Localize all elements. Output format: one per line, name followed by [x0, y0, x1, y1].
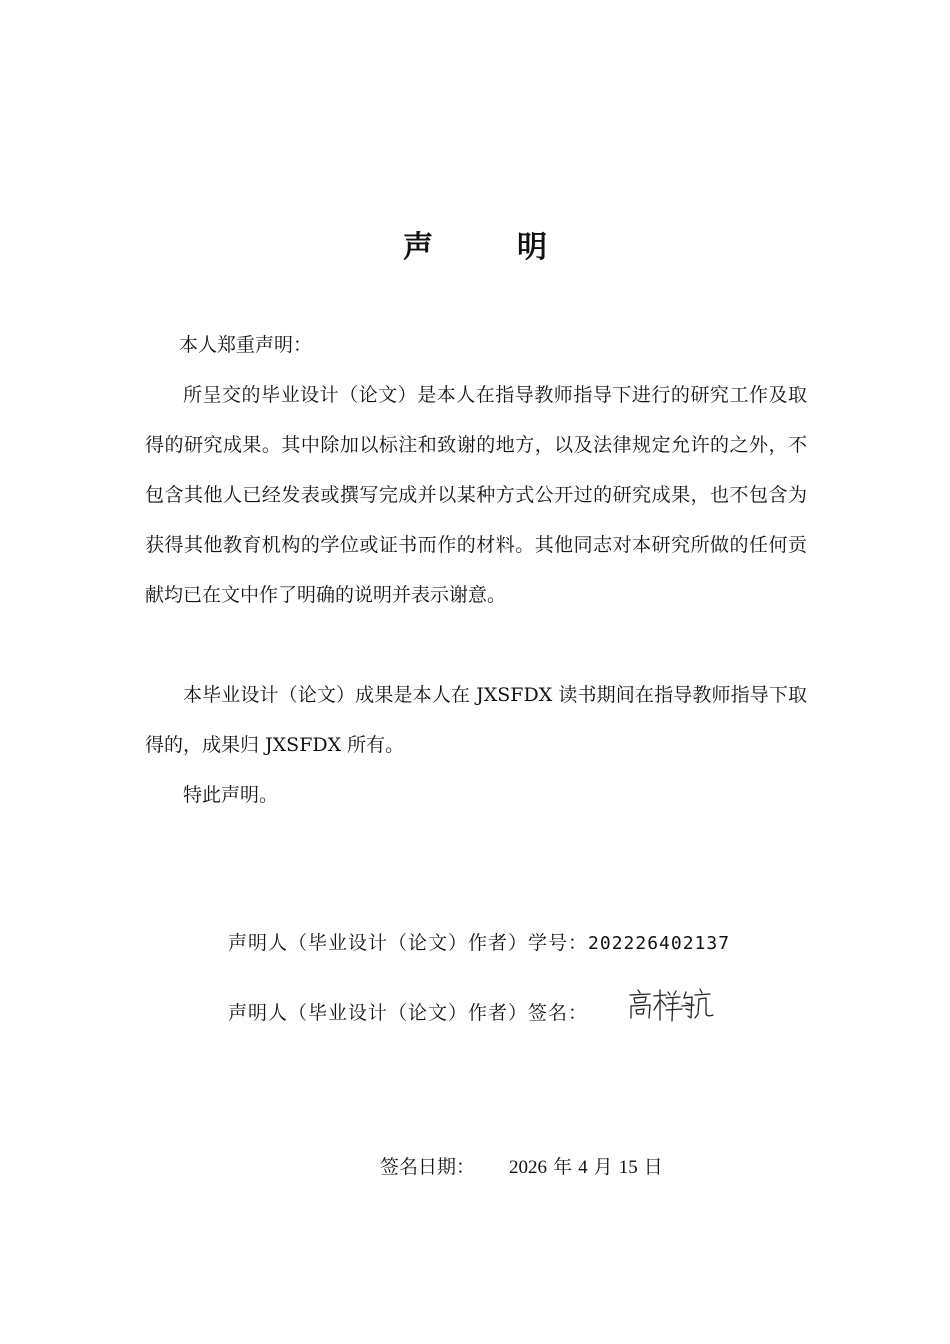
date-day-unit: 日 — [643, 1156, 663, 1178]
student-id-value: 202226402137 — [588, 933, 731, 954]
date-day: 15 — [618, 1157, 638, 1178]
page-title — [0, 222, 950, 266]
date-year-unit: 年 — [553, 1156, 573, 1178]
declaration-closing: 特此声明。 — [183, 784, 279, 806]
student-id-line — [228, 928, 730, 955]
date-label: 签名日期： — [380, 1156, 476, 1178]
date-month-unit: 月 — [593, 1156, 613, 1178]
student-id-label: 声明人（毕业设计（论文）作者）学号： — [228, 932, 589, 954]
date-year: 2026 — [509, 1157, 548, 1178]
date-month: 4 — [578, 1157, 588, 1178]
declaration-paragraph-1: 所呈交的毕业设计（论文）是本人在指导教师指导下进行的研究工作及取得的研究成果。其中除加以标注和致谢的地方，以及法律规定允许的之外，不包含其他人已经发表或撰写完成并以某种方式公开过的研究成果，也不包含为获得其他教育机构的学位或证书而作的材料。其他同志对本研究所做的任何贡献均已在文中作了明确的说明并表示谢意。 — [145, 384, 807, 606]
handwritten-signature — [626, 984, 716, 1024]
signature-label: 声明人（毕业设计（论文）作者）签名： — [228, 1002, 589, 1024]
declaration-paragraph-2: 本毕业设计（论文）成果是本人在 JXSFDX 读书期间在指导教师指导下取得的，成果归 JXSFDX 所有。 — [145, 684, 807, 756]
signature-date-line — [380, 1152, 663, 1179]
title-char-2: 明 — [517, 230, 547, 265]
declaration-intro: 本人郑重声明： — [179, 334, 313, 356]
title-char-1: 声 — [403, 230, 433, 265]
signature-line — [228, 998, 588, 1025]
